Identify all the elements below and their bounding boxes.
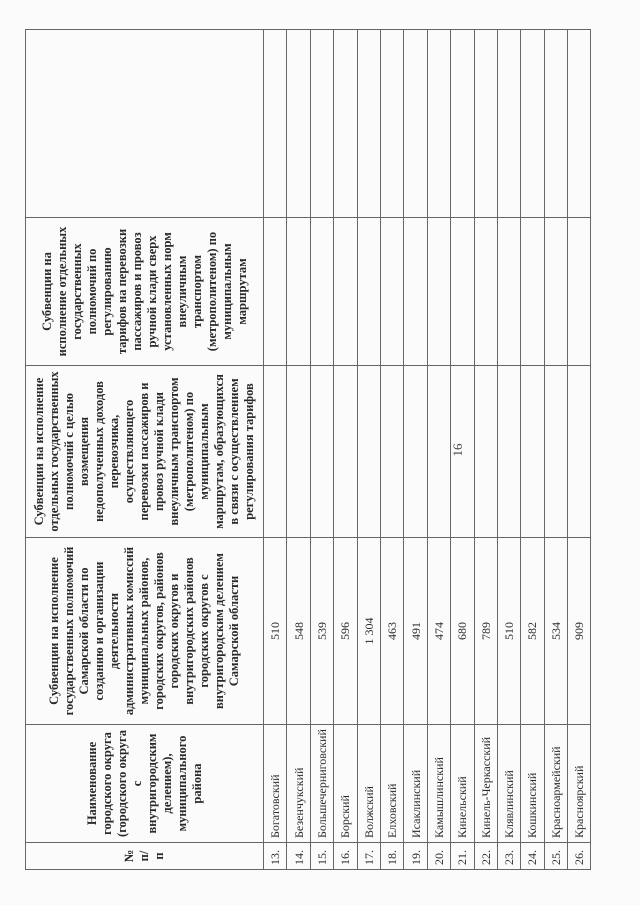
row-extra-value bbox=[357, 30, 380, 218]
row-metro-tariff-value bbox=[474, 218, 497, 366]
row-metro-tariff-value bbox=[310, 218, 333, 366]
row-municipality-name: Безенчукский bbox=[287, 725, 310, 843]
row-metro-tariff-value bbox=[568, 218, 591, 366]
row-metro-tariff-value bbox=[264, 218, 287, 366]
row-municipality-name: Богатовский bbox=[264, 725, 287, 843]
row-admin-commissions-value: 680 bbox=[451, 538, 474, 725]
row-metro-revenue-value bbox=[474, 366, 497, 538]
row-admin-commissions-value: 510 bbox=[497, 538, 520, 725]
row-admin-commissions-value: 789 bbox=[474, 538, 497, 725]
row-extra-value bbox=[334, 30, 357, 218]
row-number: 24. bbox=[521, 843, 544, 870]
row-number: 22. bbox=[474, 843, 497, 870]
row-number: 14. bbox=[287, 843, 310, 870]
row-municipality-name: Кошкинский bbox=[521, 725, 544, 843]
row-extra-value bbox=[451, 30, 474, 218]
row-metro-tariff-value bbox=[497, 218, 520, 366]
row-admin-commissions-value: 463 bbox=[380, 538, 403, 725]
row-number: 25. bbox=[544, 843, 567, 870]
row-metro-revenue-value bbox=[497, 366, 520, 538]
header-metro-revenue-subvention: Субвенции на исполнение отдельных государственных полномочий с целью возмещения недополученных доходов перевозчика, осуществляющего перевозки пассажиров и провоз ручной клади внеуличным транспортом (метрополитеном) по муниципальным маршрутам, образующихся в связи с осуществлением регулирования тарифов bbox=[26, 366, 264, 538]
table-row bbox=[474, 30, 497, 870]
table-row bbox=[287, 30, 310, 870]
row-metro-tariff-value bbox=[380, 218, 403, 366]
row-number: 16. bbox=[334, 843, 357, 870]
row-extra-value bbox=[287, 30, 310, 218]
row-admin-commissions-value: 909 bbox=[568, 538, 591, 725]
row-extra-value bbox=[264, 30, 287, 218]
header-extra-column bbox=[26, 30, 264, 218]
row-metro-tariff-value bbox=[451, 218, 474, 366]
row-metro-revenue-value bbox=[404, 366, 427, 538]
row-metro-revenue-value bbox=[544, 366, 567, 538]
row-municipality-name: Красноармейский bbox=[544, 725, 567, 843]
row-extra-value bbox=[380, 30, 403, 218]
row-number: 21. bbox=[451, 843, 474, 870]
row-admin-commissions-value: 539 bbox=[310, 538, 333, 725]
row-admin-commissions-value: 1 304 bbox=[357, 538, 380, 725]
row-municipality-name: Красноярский bbox=[568, 725, 591, 843]
table-row bbox=[544, 30, 567, 870]
row-municipality-name: Камышлинский bbox=[427, 725, 450, 843]
page-number: 16 bbox=[450, 443, 465, 457]
row-number: 13. bbox=[264, 843, 287, 870]
row-admin-commissions-value: 534 bbox=[544, 538, 567, 725]
table-row bbox=[497, 30, 520, 870]
row-number: 19. bbox=[404, 843, 427, 870]
row-metro-revenue-value bbox=[427, 366, 450, 538]
row-metro-tariff-value bbox=[521, 218, 544, 366]
row-municipality-name: Исаклинский bbox=[404, 725, 427, 843]
table-body bbox=[264, 30, 591, 870]
row-municipality-name: Кинельский bbox=[451, 725, 474, 843]
row-number: 23. bbox=[497, 843, 520, 870]
row-extra-value bbox=[497, 30, 520, 218]
row-municipality-name: Кинель-Черкасский bbox=[474, 725, 497, 843]
row-metro-revenue-value bbox=[357, 366, 380, 538]
row-metro-tariff-value bbox=[544, 218, 567, 366]
table-row bbox=[334, 30, 357, 870]
header-municipality-name: Наименование городского округа (городского округа с внутригородским делением), муниципального района bbox=[26, 725, 264, 843]
row-admin-commissions-value: 596 bbox=[334, 538, 357, 725]
row-municipality-name: Волжский bbox=[357, 725, 380, 843]
row-metro-tariff-value bbox=[334, 218, 357, 366]
table-row bbox=[357, 30, 380, 870]
table-row bbox=[264, 30, 287, 870]
row-number: 20. bbox=[427, 843, 450, 870]
row-admin-commissions-value: 582 bbox=[521, 538, 544, 725]
table-row bbox=[310, 30, 333, 870]
row-metro-revenue-value bbox=[334, 366, 357, 538]
header-metro-tariff-subvention: Субвенции на исполнение отдельных государственных полномочий по регулированию тарифов на перевозки пассажиров и провоз ручной клади сверх установленных норм внеуличным транспортом (метрополитеном) по муниципальным маршрутам bbox=[26, 218, 264, 366]
table-row bbox=[568, 30, 591, 870]
row-metro-tariff-value bbox=[287, 218, 310, 366]
rotated-page-content bbox=[25, 30, 615, 870]
row-municipality-name: Большечерниговский bbox=[310, 725, 333, 843]
row-extra-value bbox=[310, 30, 333, 218]
row-extra-value bbox=[474, 30, 497, 218]
row-metro-tariff-value bbox=[404, 218, 427, 366]
table-row bbox=[427, 30, 450, 870]
row-metro-revenue-value bbox=[568, 366, 591, 538]
row-extra-value bbox=[568, 30, 591, 218]
row-extra-value bbox=[404, 30, 427, 218]
row-number: 18. bbox=[380, 843, 403, 870]
row-admin-commissions-value: 548 bbox=[287, 538, 310, 725]
row-extra-value bbox=[521, 30, 544, 218]
row-number: 17. bbox=[357, 843, 380, 870]
row-metro-revenue-value bbox=[380, 366, 403, 538]
subventions-table bbox=[25, 29, 591, 870]
row-admin-commissions-value: 510 bbox=[264, 538, 287, 725]
table-row bbox=[521, 30, 544, 870]
row-extra-value bbox=[427, 30, 450, 218]
header-admin-commissions-subvention: Субвенции на исполнение государственных полномочий Самарской области по созданию и организации деятельности административных комиссий муниципальных районов, городских округов, районов городских округов и внутригородских районов городских округов с внутригородским делением Самарской области bbox=[26, 538, 264, 725]
row-metro-tariff-value bbox=[357, 218, 380, 366]
row-municipality-name: Клявлинский bbox=[497, 725, 520, 843]
row-metro-revenue-value bbox=[521, 366, 544, 538]
table-row bbox=[451, 30, 474, 870]
row-number: 26. bbox=[568, 843, 591, 870]
row-admin-commissions-value: 491 bbox=[404, 538, 427, 725]
table-header-row bbox=[26, 30, 264, 870]
row-metro-tariff-value bbox=[427, 218, 450, 366]
row-metro-revenue-value bbox=[451, 366, 474, 538]
header-number: № п/п bbox=[26, 843, 264, 870]
row-admin-commissions-value: 474 bbox=[427, 538, 450, 725]
row-metro-revenue-value bbox=[264, 366, 287, 538]
row-extra-value bbox=[544, 30, 567, 218]
row-metro-revenue-value bbox=[310, 366, 333, 538]
row-metro-revenue-value bbox=[287, 366, 310, 538]
table-row bbox=[404, 30, 427, 870]
table-row bbox=[380, 30, 403, 870]
row-municipality-name: Борский bbox=[334, 725, 357, 843]
row-municipality-name: Елховский bbox=[380, 725, 403, 843]
row-number: 15. bbox=[310, 843, 333, 870]
